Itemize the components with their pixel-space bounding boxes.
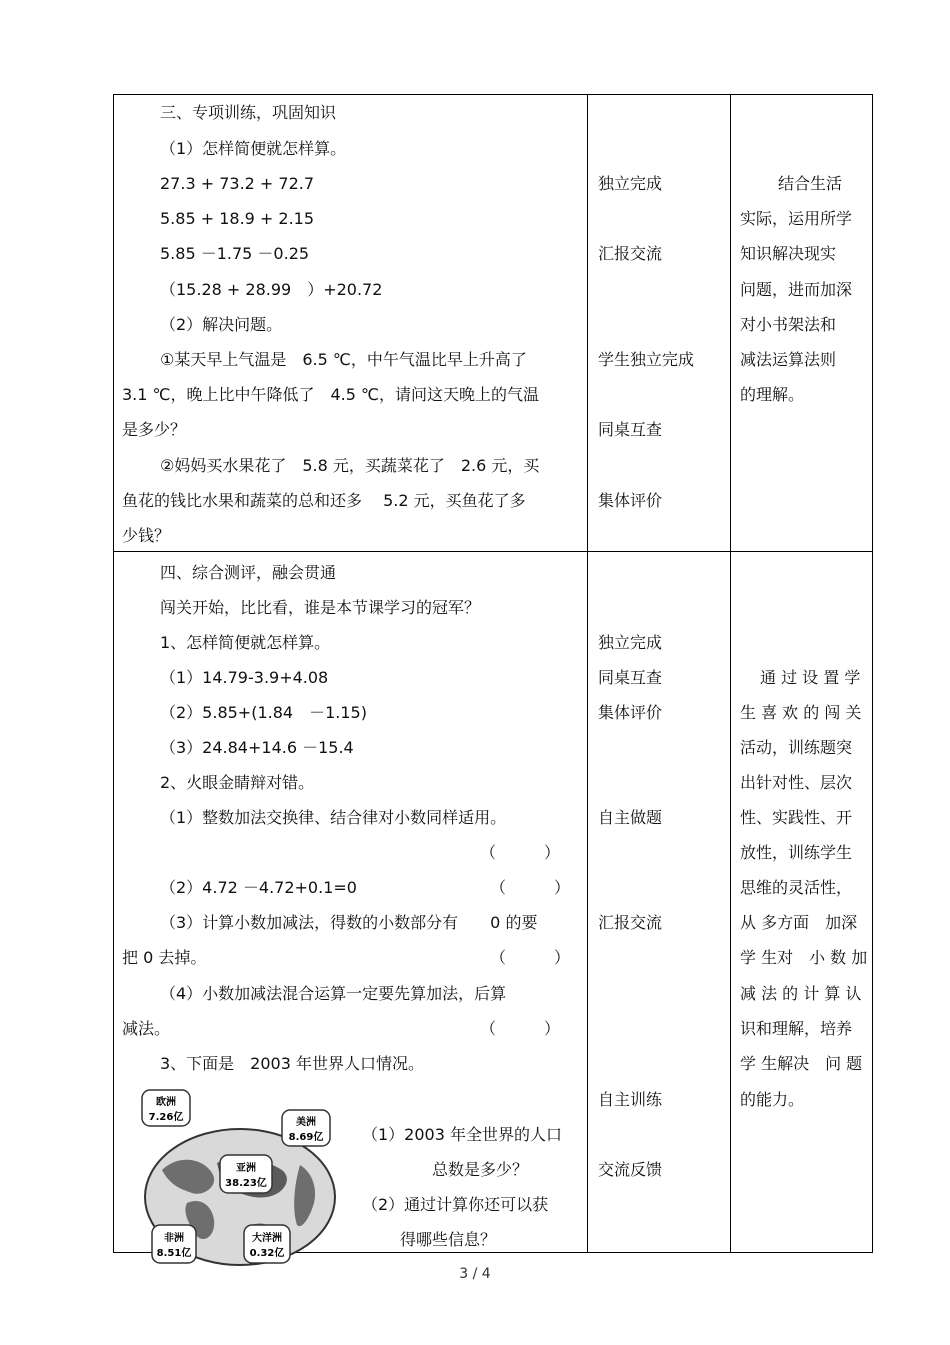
map-label: 8.69亿 xyxy=(288,1132,324,1143)
calc-line-2: 5.85 + 18.9 + 2.15 xyxy=(160,209,315,228)
map-label: 8.51亿 xyxy=(156,1248,192,1259)
intent-line: 识和理解，培养 xyxy=(740,1019,853,1038)
activity-label: 独立完成 xyxy=(598,174,663,193)
problem-1-line-2: 3.1 ℃，晚上比中午降低了 4.5 ℃，请问这天晚上的气温 xyxy=(122,385,540,404)
calc-line-3: 5.85 －1.75 －0.25 xyxy=(160,244,310,263)
map-label: 非洲 xyxy=(164,1233,184,1244)
intent-line: 减法运算法则 xyxy=(740,350,837,369)
answer-parentheses[interactable]: （ ） xyxy=(480,843,561,862)
activity-label: 汇报交流 xyxy=(598,244,663,263)
task-1-item-2: （2）5.85+(1.84 －1.15) xyxy=(160,703,367,722)
map-label: 欧洲 xyxy=(156,1097,176,1108)
task-1-title: 1、怎样简便就怎样算。 xyxy=(160,633,331,652)
activity-label: 学生独立完成 xyxy=(598,350,695,369)
page-number: 3 / 4 xyxy=(459,1266,491,1282)
intent-line: 从 多方面 加深 xyxy=(740,913,858,932)
task-3-question-1-line-1: （1）2003 年全世界的人口 xyxy=(362,1125,562,1144)
task-3-question-2-line-2: 得哪些信息？ xyxy=(400,1230,497,1249)
task-3-question-2-line-1: （2）通过计算你还可以获 xyxy=(362,1195,549,1214)
intent-line: 出针对性、层次 xyxy=(740,773,853,792)
intent-line: 性、实践性、开 xyxy=(740,808,853,827)
table-top-border xyxy=(113,94,873,95)
table-row-divider xyxy=(113,551,873,552)
map-label: 美洲 xyxy=(296,1117,316,1128)
activity-label: 集体评价 xyxy=(598,703,663,722)
section3-instruction-1: （1）怎样简便就怎样算。 xyxy=(160,139,347,158)
intent-line: 问题，进而加深 xyxy=(740,280,853,299)
table-col-divider-1 xyxy=(587,94,588,1253)
problem-2-line-3: 少钱？ xyxy=(122,526,171,545)
activity-label: 自主训练 xyxy=(598,1090,663,1109)
problem-1-line-3: 是多少？ xyxy=(122,420,187,439)
intent-line: 活动，训练题突 xyxy=(740,738,853,757)
task-2-item-1: （1）整数加法交换律、结合律对小数同样适用。 xyxy=(160,808,507,827)
task-1-item-3: （3）24.84+14.6 －15.4 xyxy=(160,738,354,757)
activity-label: 汇报交流 xyxy=(598,913,663,932)
problem-1-line-1: ①某天早上气温是 6.5 ℃，中午气温比早上升高了 xyxy=(160,350,527,369)
world-population-map xyxy=(132,1085,347,1270)
activity-label: 同桌互查 xyxy=(598,668,663,687)
task-2-item-4-line-1: （4）小数加减法混合运算一定要先算加法，后算 xyxy=(160,984,507,1003)
task-2-item-4-line-2: 减法。 xyxy=(122,1019,171,1038)
task-2-item-3-line-1: （3）计算小数加减法，得数的小数部分有 0 的要 xyxy=(160,913,538,932)
intent-line: 通 过 设 置 学 xyxy=(760,668,861,687)
section3-instruction-2: （2）解决问题。 xyxy=(160,315,283,334)
intent-line: 学 生解决 问 题 xyxy=(740,1054,863,1073)
intent-line: 生 喜 欢 的 闯 关 xyxy=(740,703,862,722)
intent-line: 减 法 的 计 算 认 xyxy=(740,984,862,1003)
section3-title: 三、专项训练，巩固知识 xyxy=(160,103,337,122)
map-label: 38.23亿 xyxy=(225,1178,267,1189)
activity-label: 同桌互查 xyxy=(598,420,663,439)
task-1-item-1: （1）14.79-3.9+4.08 xyxy=(160,668,329,687)
map-label: 亚洲 xyxy=(236,1163,256,1174)
map-label: 大洋洲 xyxy=(252,1233,282,1244)
map-label: 0.32亿 xyxy=(249,1248,285,1259)
activity-label: 独立完成 xyxy=(598,633,663,652)
intent-line: 知识解决现实 xyxy=(740,244,837,263)
task-3-question-1-line-2: 总数是多少？ xyxy=(432,1160,529,1179)
intent-line: 思维的灵活性， xyxy=(740,878,853,897)
calc-line-4: （15.28 + 28.99 ）+20.72 xyxy=(160,280,383,299)
calc-line-1: 27.3 + 73.2 + 72.7 xyxy=(160,174,315,193)
table-right-border xyxy=(872,94,873,1253)
problem-2-line-1: ②妈妈买水果花了 5.8 元，买蔬菜花了 2.6 元，买 xyxy=(160,456,540,475)
table-left-border xyxy=(113,94,114,1253)
table-col-divider-2 xyxy=(730,94,731,1253)
answer-parentheses[interactable]: （ ） xyxy=(490,878,571,897)
section4-title: 四、综合测评，融会贯通 xyxy=(160,563,337,582)
problem-2-line-2: 鱼花的钱比水果和蔬菜的总和还多 5.2 元，买鱼花了多 xyxy=(122,491,526,510)
task-2-item-3-line-2: 把 0 去掉。 xyxy=(122,948,207,967)
intent-line: 对小书架法和 xyxy=(740,315,837,334)
task-2-item-2: （2）4.72 －4.72+0.1=0 xyxy=(160,878,357,897)
map-label: 7.26亿 xyxy=(148,1112,184,1123)
intent-line: 的能力。 xyxy=(740,1090,805,1109)
intent-line: 实际，运用所学 xyxy=(740,209,853,228)
activity-label: 自主做题 xyxy=(598,808,663,827)
activity-label: 交流反馈 xyxy=(598,1160,663,1179)
answer-parentheses[interactable]: （ ） xyxy=(490,948,571,967)
intent-line: 的理解。 xyxy=(740,385,805,404)
task-2-title: 2、火眼金睛辩对错。 xyxy=(160,773,315,792)
intent-line: 学 生对 小 数 加 xyxy=(740,948,868,967)
answer-parentheses[interactable]: （ ） xyxy=(480,1019,561,1038)
activity-label: 集体评价 xyxy=(598,491,663,510)
intent-line: 放性，训练学生 xyxy=(740,843,853,862)
section4-intro: 闯关开始，比比看，谁是本节课学习的冠军？ xyxy=(160,598,481,617)
intent-line: 结合生活 xyxy=(778,174,843,193)
task-3-title: 3、下面是 2003 年世界人口情况。 xyxy=(160,1054,424,1073)
